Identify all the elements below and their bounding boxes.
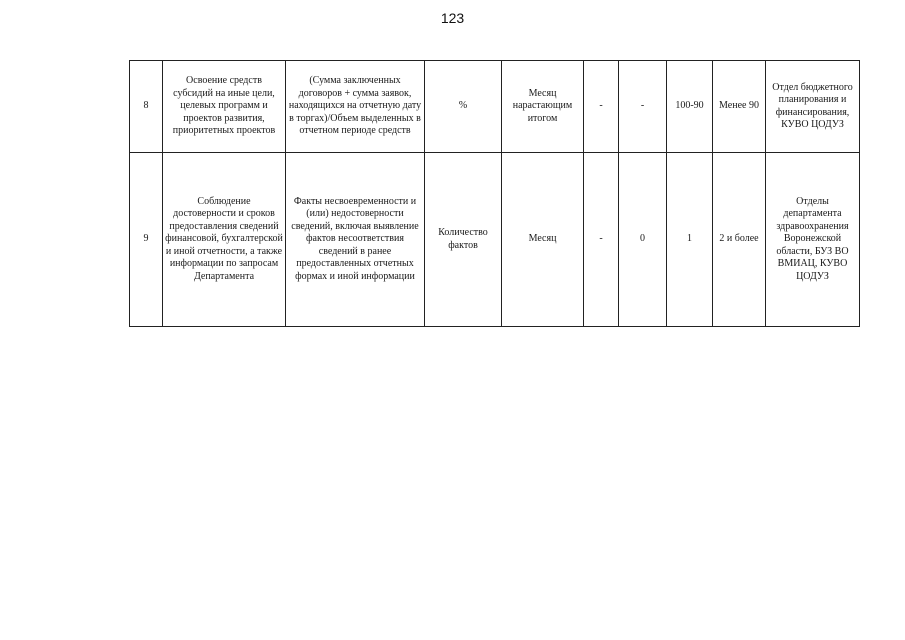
value-col-7: 100-90 (667, 61, 713, 153)
table-row (130, 153, 860, 327)
indicator-name: Соблюдение достоверности и сроков предоставления сведений финансовой, бухгалтерской и иной отчетности, а также информации по запросам Департамента (163, 153, 286, 327)
responsible-unit: Отдел бюджетного планирования и финансирования, КУВО ЦОДУЗ (766, 61, 860, 153)
page-number: 123 (440, 10, 465, 26)
value-col-5: - (584, 61, 619, 153)
reporting-period: Месяц (502, 153, 584, 327)
value-col-7: 1 (667, 153, 713, 327)
value-col-6: 0 (619, 153, 667, 327)
indicator-name: Освоение средств субсидий на иные цели, целевых программ и проектов развития, приоритетных проектов (163, 61, 286, 153)
row-number: 8 (130, 61, 163, 153)
row-number: 9 (130, 153, 163, 327)
unit-of-measure: % (425, 61, 502, 153)
value-col-6: - (619, 61, 667, 153)
indicators-table (129, 60, 860, 327)
indicator-formula: Факты несвоевременности и (или) недостоверности сведений, включая выявление фактов несоответствия сведений в ранее предоставленных отчетных формах и иной информации (286, 153, 425, 327)
value-col-5: - (584, 153, 619, 327)
reporting-period: Месяц нарастающим итогом (502, 61, 584, 153)
unit-of-measure: Количество фактов (425, 153, 502, 327)
value-col-8: Менее 90 (713, 61, 766, 153)
responsible-unit: Отделы департамента здравоохранения Воронежской области, БУЗ ВО ВМИАЦ, КУВО ЦОДУЗ (766, 153, 860, 327)
value-col-8: 2 и более (713, 153, 766, 327)
indicator-formula: (Сумма заключенных договоров + сумма заявок, находящихся на отчетную дату в торгах)/Объем выделенных в отчетном периоде средств (286, 61, 425, 153)
table-row (130, 61, 860, 153)
